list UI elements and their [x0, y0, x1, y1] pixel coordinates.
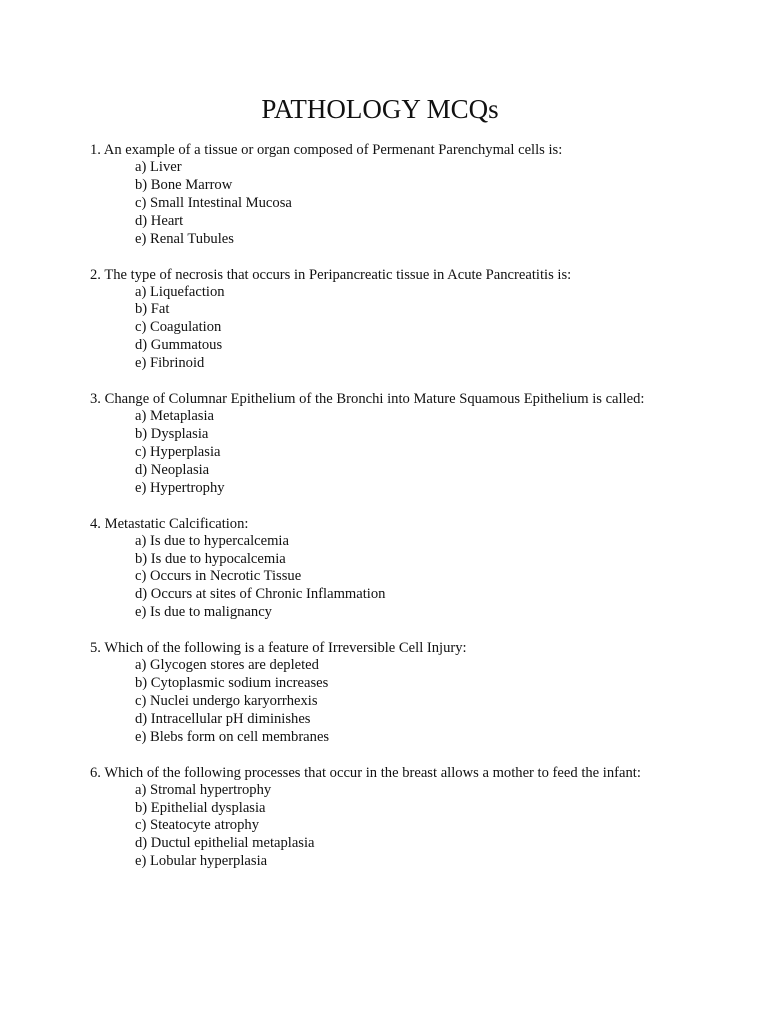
option-e: e) Is due to malignancy	[135, 604, 272, 621]
option-d: d) Gummatous	[135, 337, 223, 354]
option-b: b) Epithelial dysplasia	[135, 799, 266, 816]
option-c: c) Nuclei undergo karyorrhexis	[135, 692, 318, 709]
question-stem: 1. An example of a tissue or organ composed of Permenant Parenchymal cells is:	[90, 142, 563, 158]
option-c: c) Hyperplasia	[135, 443, 221, 460]
option-list	[90, 284, 750, 374]
question-5	[90, 639, 750, 747]
option-b: b) Cytoplasmic sodium increases	[135, 675, 329, 692]
option-d: d) Intracellular pH diminishes	[135, 710, 311, 727]
option-b: b) Bone Marrow	[135, 176, 233, 193]
option-b: b) Is due to hypocalcemia	[135, 550, 286, 567]
question-4	[90, 515, 750, 623]
option-c: c) Small Intestinal Mucosa	[135, 194, 292, 211]
option-e: e) Lobular hyperplasia	[135, 853, 268, 870]
question-1	[90, 141, 750, 249]
question-stem: 4. Metastatic Calcification:	[90, 515, 249, 532]
option-d: d) Neoplasia	[135, 461, 210, 478]
question-stem: 2. The type of necrosis that occurs in Peripancreatic tissue in Acute Pancreatitis is:	[90, 266, 572, 283]
option-list	[90, 408, 750, 498]
option-list	[90, 782, 750, 872]
option-a: a) Liver	[135, 159, 182, 175]
option-list	[90, 657, 750, 747]
question-stem: 5. Which of the following is a feature of Irreversible Cell Injury:	[90, 640, 467, 657]
option-a: a) Liquefaction	[135, 283, 225, 300]
option-c: c) Steatocyte atrophy	[135, 817, 259, 834]
question-2	[90, 266, 750, 374]
option-list	[90, 159, 750, 249]
option-a: a) Stromal hypertrophy	[135, 781, 272, 798]
option-a: a) Is due to hypercalcemia	[135, 532, 289, 549]
question-3	[90, 390, 750, 498]
option-a: a) Glycogen stores are depleted	[135, 657, 319, 674]
option-a: a) Metaplasia	[135, 408, 215, 425]
option-e: e) Renal Tubules	[135, 230, 234, 247]
option-e: e) Hypertrophy	[135, 479, 225, 496]
question-stem: 3. Change of Columnar Epithelium of the Bronchi into Mature Squamous Epithelium is called:	[90, 391, 645, 408]
option-c: c) Coagulation	[135, 319, 222, 336]
document-title: PATHOLOGY MCQs	[261, 94, 499, 124]
option-d: d) Occurs at sites of Chronic Inflammation	[135, 586, 386, 603]
option-e: e) Fibrinoid	[135, 355, 205, 372]
option-d: d) Ductul epithelial metaplasia	[135, 835, 315, 852]
option-b: b) Dysplasia	[135, 425, 209, 442]
option-c: c) Occurs in Necrotic Tissue	[135, 568, 302, 585]
option-e: e) Blebs form on cell membranes	[135, 728, 330, 745]
option-list	[90, 533, 750, 623]
question-stem: 6. Which of the following processes that occur in the breast allows a mother to feed the infant:	[90, 764, 641, 781]
question-list	[90, 141, 750, 888]
option-b: b) Fat	[135, 301, 170, 318]
question-6	[90, 764, 750, 872]
option-d: d) Heart	[135, 212, 184, 229]
